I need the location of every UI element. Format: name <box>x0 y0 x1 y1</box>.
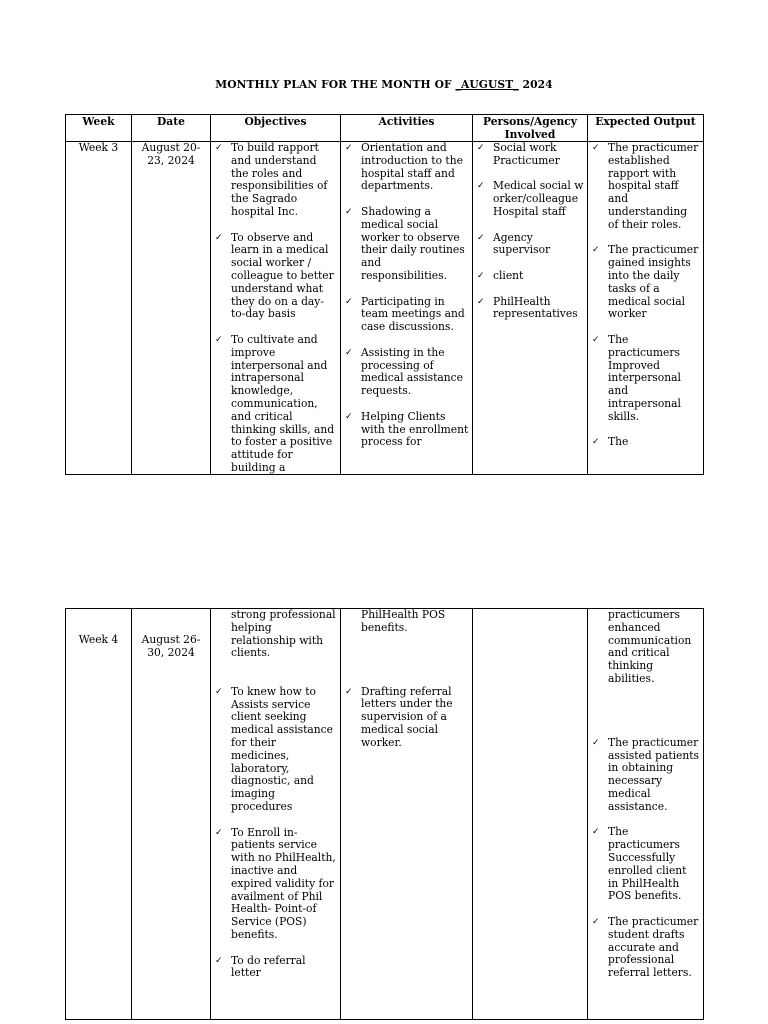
monthly-plan-table-page1 <box>65 114 704 475</box>
expected-output-cell <box>588 609 704 1020</box>
list-item: ✓ PhilHealth representatives <box>477 294 578 321</box>
list-item: ✓ Drafting referral letters under the supervision of a medical social worker. <box>345 684 453 749</box>
week-text: Week 3 <box>78 141 119 154</box>
date-cell <box>132 609 211 1020</box>
activities-cell <box>341 142 473 475</box>
check-icon: ✓ <box>215 334 223 345</box>
check-icon: ✓ <box>477 232 485 243</box>
check-icon: ✓ <box>345 347 353 358</box>
check-icon: ✓ <box>345 206 353 217</box>
check-icon: ✓ <box>215 232 223 243</box>
week-text: Week 4 <box>78 633 119 646</box>
check-icon: ✓ <box>345 686 353 697</box>
table-row <box>66 609 704 1020</box>
title-prefix: MONTHLY PLAN FOR THE MONTH OF <box>215 78 456 91</box>
list-item: ✓ The practicumer student drafts accurate and professional referral letters. <box>592 914 699 980</box>
date-text: August 26-30, 2024 <box>141 633 201 659</box>
list-item: ✓ The <box>592 435 629 449</box>
week-cell <box>66 142 132 475</box>
check-icon: ✓ <box>592 437 600 448</box>
check-icon: ✓ <box>592 245 600 256</box>
check-icon: ✓ <box>477 181 485 192</box>
check-icon: ✓ <box>592 916 600 927</box>
header-date: Date <box>132 115 211 142</box>
page-title <box>0 79 768 92</box>
activities-cell <box>341 609 473 1020</box>
list-item: ✓ Shadowing a medical social worker to observe their daily routines and responsibilities. <box>345 204 465 282</box>
persons-cell <box>473 609 588 1020</box>
check-icon: ✓ <box>477 143 485 153</box>
week-cell <box>66 609 132 1020</box>
list-item: ✓ Helping Clients with the enrollment process for <box>345 409 469 449</box>
list-item: ✓ The practicumer assisted patients in obtaining necessary medical assistance. <box>592 735 700 813</box>
continued-text: practicumers enhanced communication and critical thinking abilities. <box>608 609 692 685</box>
table-row <box>66 142 704 475</box>
header-objectives: Objectives <box>211 115 341 142</box>
check-icon: ✓ <box>215 827 223 838</box>
check-icon: ✓ <box>345 411 353 422</box>
check-icon: ✓ <box>215 955 223 966</box>
check-icon: ✓ <box>215 143 223 153</box>
check-icon: ✓ <box>477 270 485 281</box>
continued-text: strong professional helping relationship with clients. <box>231 609 336 660</box>
objectives-cell <box>211 142 341 475</box>
list-item: ✓ The practicumers Successfully enrolled client in PhilHealth POS benefits. <box>592 825 687 903</box>
continued-text: PhilHealth POS benefits. <box>361 609 446 634</box>
list-item: ✓ To do referral letter <box>215 953 306 980</box>
list-item: ✓ The practicumers Improved interpersonal and intrapersonal skills. <box>592 332 681 423</box>
check-icon: ✓ <box>592 143 600 153</box>
list-item: ✓ Agency supervisor <box>477 230 551 257</box>
list-item: ✓ The practicumer established rapport with hospital staff and understanding of their roles. <box>592 142 699 231</box>
title-year: 2024 <box>518 78 553 91</box>
list-item: ✓ To observe and learn in a medical social worker / colleague to better understand what they do on a day-to-day basis <box>215 230 334 321</box>
list-item: ✓ Medical social worker/colleague Hospital staff <box>477 179 584 218</box>
date-text: August 20-23, 2024 <box>141 141 201 167</box>
check-icon: ✓ <box>345 296 353 307</box>
list-item: ✓ Orientation and introduction to the hospital staff and departments. <box>345 142 463 193</box>
header-row <box>66 115 704 142</box>
list-item: ✓ To cultivate and improve interpersonal and intrapersonal knowledge, communication, and critical thinking skills, and to foster a positive attitude for building a <box>215 332 335 474</box>
list-item: ✓ The practicumer gained insights into the daily tasks of a medical social worker <box>592 243 699 321</box>
list-item: ✓ To build rapport and understand the roles and responsibilities of the Sagrado hospital Inc. <box>215 142 328 218</box>
monthly-plan-table-page2 <box>65 608 704 1020</box>
header-expected-output: Expected Output <box>588 115 704 142</box>
header-week: Week <box>66 115 132 142</box>
check-icon: ✓ <box>592 737 600 748</box>
check-icon: ✓ <box>592 334 600 345</box>
expected-output-cell <box>588 142 704 475</box>
check-icon: ✓ <box>592 827 600 838</box>
check-icon: ✓ <box>345 143 353 153</box>
list-item: ✓ client <box>477 268 524 282</box>
list-item: ✓ To knew how to Assists service client seeking medical assistance for their medicines, laboratory, diagnostic, and imaging procedures <box>215 684 333 813</box>
list-item: ✓ Social work Practicumer <box>477 142 560 167</box>
date-cell <box>132 142 211 475</box>
objectives-cell <box>211 609 341 1020</box>
list-item: ✓ Participating in team meetings and case discussions. <box>345 294 465 334</box>
check-icon: ✓ <box>477 296 485 307</box>
header-activities: Activities <box>341 115 473 142</box>
check-icon: ✓ <box>215 686 223 697</box>
list-item: ✓ To Enroll in-patients service with no PhilHealth, inactive and expired validity for availment of Phil Health- Point-of Service (POS) benefits. <box>215 825 336 941</box>
title-month: _AUGUST_ <box>455 78 519 91</box>
header-persons: Persons/Agency Involved <box>473 115 588 142</box>
list-item: ✓ Assisting in the processing of medical assistance requests. <box>345 345 463 398</box>
persons-cell <box>473 142 588 475</box>
